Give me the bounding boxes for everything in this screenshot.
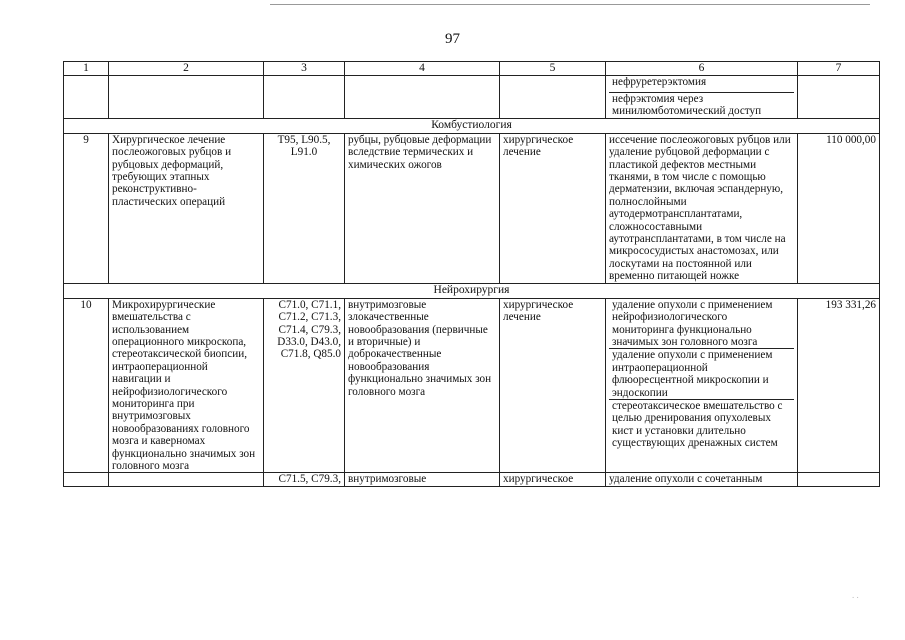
page-number: 97 bbox=[445, 31, 460, 47]
service-name: Микрохирургические вмешательства с использованием операционного микроскопа, стереотаксической биопсии, интраоперационной навигации и нейрофизиологического мониторинга при внутримозговых новообразованиях головного мозга и каверномах функционально значимых зон головного мозга bbox=[109, 298, 264, 473]
header-col-5: 5 bbox=[500, 62, 606, 76]
header-col-4: 4 bbox=[345, 62, 500, 76]
table-row bbox=[64, 133, 880, 283]
top-rule bbox=[270, 4, 870, 5]
methods-cell bbox=[606, 298, 798, 473]
section-title: Комбустиология bbox=[64, 118, 880, 133]
header-col-2: 2 bbox=[109, 62, 264, 76]
treatment-method: иссечение послеожоговых рубцов или удаление рубцовой деформации с пластикой дефектов местными тканями, в том числе с помощью дерматензии, включая эспандерную, полнослойными аутодермотрансплантатами, сложносоставными аутотрансплантатами, в том числе на микрососудистых анастомозах, или лоскутами на постоянной или временно питающей ножке bbox=[606, 133, 798, 283]
method-item: удаление опухоли с применением интраоперационной флюоресцентной микроскопии и эндоскопии bbox=[609, 349, 794, 400]
cost: 193 331,26 bbox=[798, 298, 880, 473]
section-row bbox=[64, 283, 880, 298]
method-item: удаление опухоли с применением нейрофизиологического мониторинга функционально значимых зон головного мозга bbox=[609, 299, 794, 350]
icd-codes: T95, L90.5, L91.0 bbox=[264, 133, 345, 283]
table-row-partial bbox=[64, 473, 880, 486]
table-row-continuation bbox=[64, 76, 880, 119]
header-col-3: 3 bbox=[264, 62, 345, 76]
method-item: стереотаксическое вмешательство с целью дренирования опухолевых кист и установки длительно существующих дренажных систем bbox=[612, 399, 783, 450]
service-name: Хирургическое лечение послеожоговых рубцов и рубцовых деформаций, требующих этапных реконструктивно-пластических операций bbox=[109, 133, 264, 283]
section-row bbox=[64, 118, 880, 133]
row-number: 9 bbox=[64, 133, 109, 283]
icd-codes: C71.5, C79.3, bbox=[264, 473, 345, 486]
patient-model: внутримозговые злокачественные новообразования (первичные и вторичные) и доброкачественные новообразования функционально значимых зон головного мозга bbox=[345, 298, 500, 473]
treatment-type: хирургическое лечение bbox=[500, 133, 606, 283]
treatment-type: хирургическое bbox=[500, 473, 606, 486]
section-title: Нейрохирургия bbox=[64, 283, 880, 298]
table-row bbox=[64, 298, 880, 473]
treatment-type: хирургическое лечение bbox=[500, 298, 606, 473]
header-row bbox=[64, 62, 880, 76]
patient-model: внутримозговые bbox=[345, 473, 500, 486]
scan-mark: . . bbox=[852, 590, 859, 600]
method-item: нефруретерэктомия bbox=[609, 76, 794, 93]
medical-services-table bbox=[63, 61, 880, 487]
header-col-1: 1 bbox=[64, 62, 109, 76]
treatment-method: удаление опухоли с сочетанным bbox=[606, 473, 798, 486]
methods-cell bbox=[606, 76, 798, 119]
patient-model: рубцы, рубцовые деформации вследствие термических и химических ожогов bbox=[345, 133, 500, 283]
header-col-7: 7 bbox=[798, 62, 880, 76]
method-item: нефрэктомия через минилюмботомический доступ bbox=[612, 93, 762, 118]
header-col-6: 6 bbox=[606, 62, 798, 76]
icd-codes: C71.0, C71.1, C71.2, C71.3, C71.4, C79.3, D33.0, D43.0, C71.8, Q85.0 bbox=[264, 298, 345, 473]
row-number: 10 bbox=[64, 298, 109, 473]
cost: 110 000,00 bbox=[798, 133, 880, 283]
